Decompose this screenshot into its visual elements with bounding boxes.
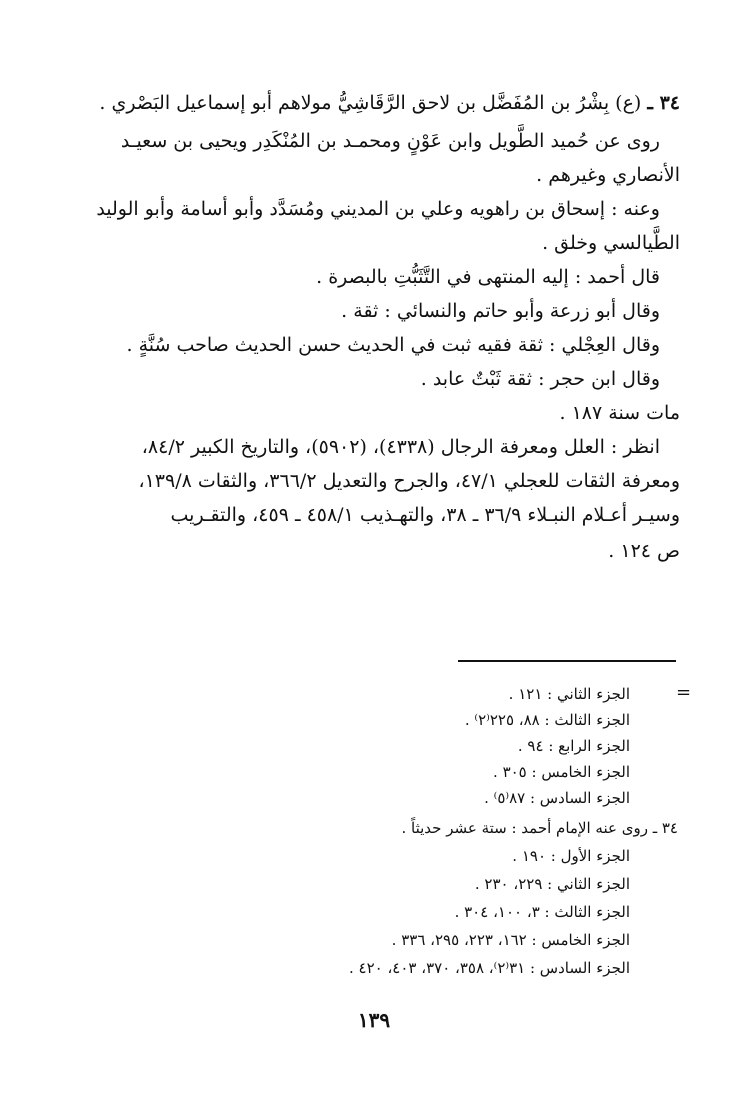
- text-line: وعنه : إسحاق بن راهويه وعلي بن المديني ومُسَدَّد وأبو أسامة وأبو الوليد: [96, 198, 660, 220]
- text-line: الأنصاري وغيرهم .: [536, 164, 680, 186]
- text-line: انظر : العلل ومعرفة الرجال (٤٣٣٨)، (٥٩٠٢)، والتاريخ الكبير ٨٤/٢،: [141, 436, 660, 458]
- page-number: ١٣٩: [357, 1008, 391, 1032]
- entry-heading: (ع) بِشْرُ بن المُفَضَّل بن لاحق الرَّقَاشِيُّ مولاهم أبو إسماعيل البَصْري .: [99, 92, 642, 114]
- text-line: قال أحمد : إليه المنتهى في التَّثَبُّتِ بالبصرة .: [316, 266, 660, 288]
- footnote-line: الجزء السادس : ٨٧⁽٥⁾ .: [484, 789, 630, 807]
- entry-heading-line: [99, 90, 680, 116]
- footnote-entry-line: ٣٤ ـ روى عنه الإمام أحمد : ستة عشر حديثاً .: [401, 819, 678, 837]
- text-line: ص ١٢٤ .: [608, 540, 680, 562]
- text-line: وقال العِجْلي : ثقة فقيه ثبت في الحديث حسن الحديث صاحب سُنَّةٍ .: [126, 334, 660, 356]
- footnote-line: الجزء الثالث : ٣، ١٠٠، ٣٠٤ .: [454, 903, 630, 921]
- text-line: الطَّيالسي وخلق .: [542, 232, 680, 254]
- footnote-line: الجزء الثاني : ٢٢٩، ٢٣٠ .: [474, 875, 630, 893]
- footnote-line: الجزء الخامس : ٣٠٥ .: [493, 763, 630, 781]
- text-line: وقال أبو زرعة وأبو حاتم والنسائي : ثقة .: [341, 300, 660, 322]
- text-line: ومعرفة الثقات للعجلي ٤٧/١، والجرح والتعديل ٣٦٦/٢، والثقات ١٣٩/٨،: [138, 470, 680, 492]
- text-line: روى عن حُميد الطَّويل وابن عَوْنٍ ومحمـد بن المُنْكَدِر ويحيى بن سعيـد: [120, 130, 660, 152]
- footnote-line: الجزء الثاني : ١٢١ .: [508, 685, 630, 703]
- footnote-line: الجزء السادس : ٣١⁽٢⁾، ٣٥٨، ٣٧٠، ٤٠٣، ٤٢٠ .: [348, 959, 630, 977]
- footnote-separator: [458, 660, 676, 662]
- footnote-line: الجزء الرابع : ٩٤ .: [517, 737, 630, 755]
- footnote-line: الجزء الأول : ١٩٠ .: [512, 847, 630, 865]
- continuation-mark: =: [676, 682, 692, 703]
- footnote-line: الجزء الثالث : ٨٨، ٢٢٥⁽٢⁾ .: [464, 711, 630, 729]
- text-line: وقال ابن حجر : ثقة ثَبْتٌ عابد .: [420, 368, 660, 390]
- footnote-line: الجزء الخامس : ١٦٢، ٢٢٣، ٢٩٥، ٣٣٦ .: [391, 931, 630, 949]
- text-line: مات سنة ١٨٧ .: [559, 402, 680, 424]
- entry-number: ٣٤ ـ: [647, 92, 680, 114]
- text-line: وسيـر أعـلام النبـلاء ٣٦/٩ ـ ٣٨، والتهـذيب ٤٥٨/١ ـ ٤٥٩، والتقـريب: [170, 504, 680, 526]
